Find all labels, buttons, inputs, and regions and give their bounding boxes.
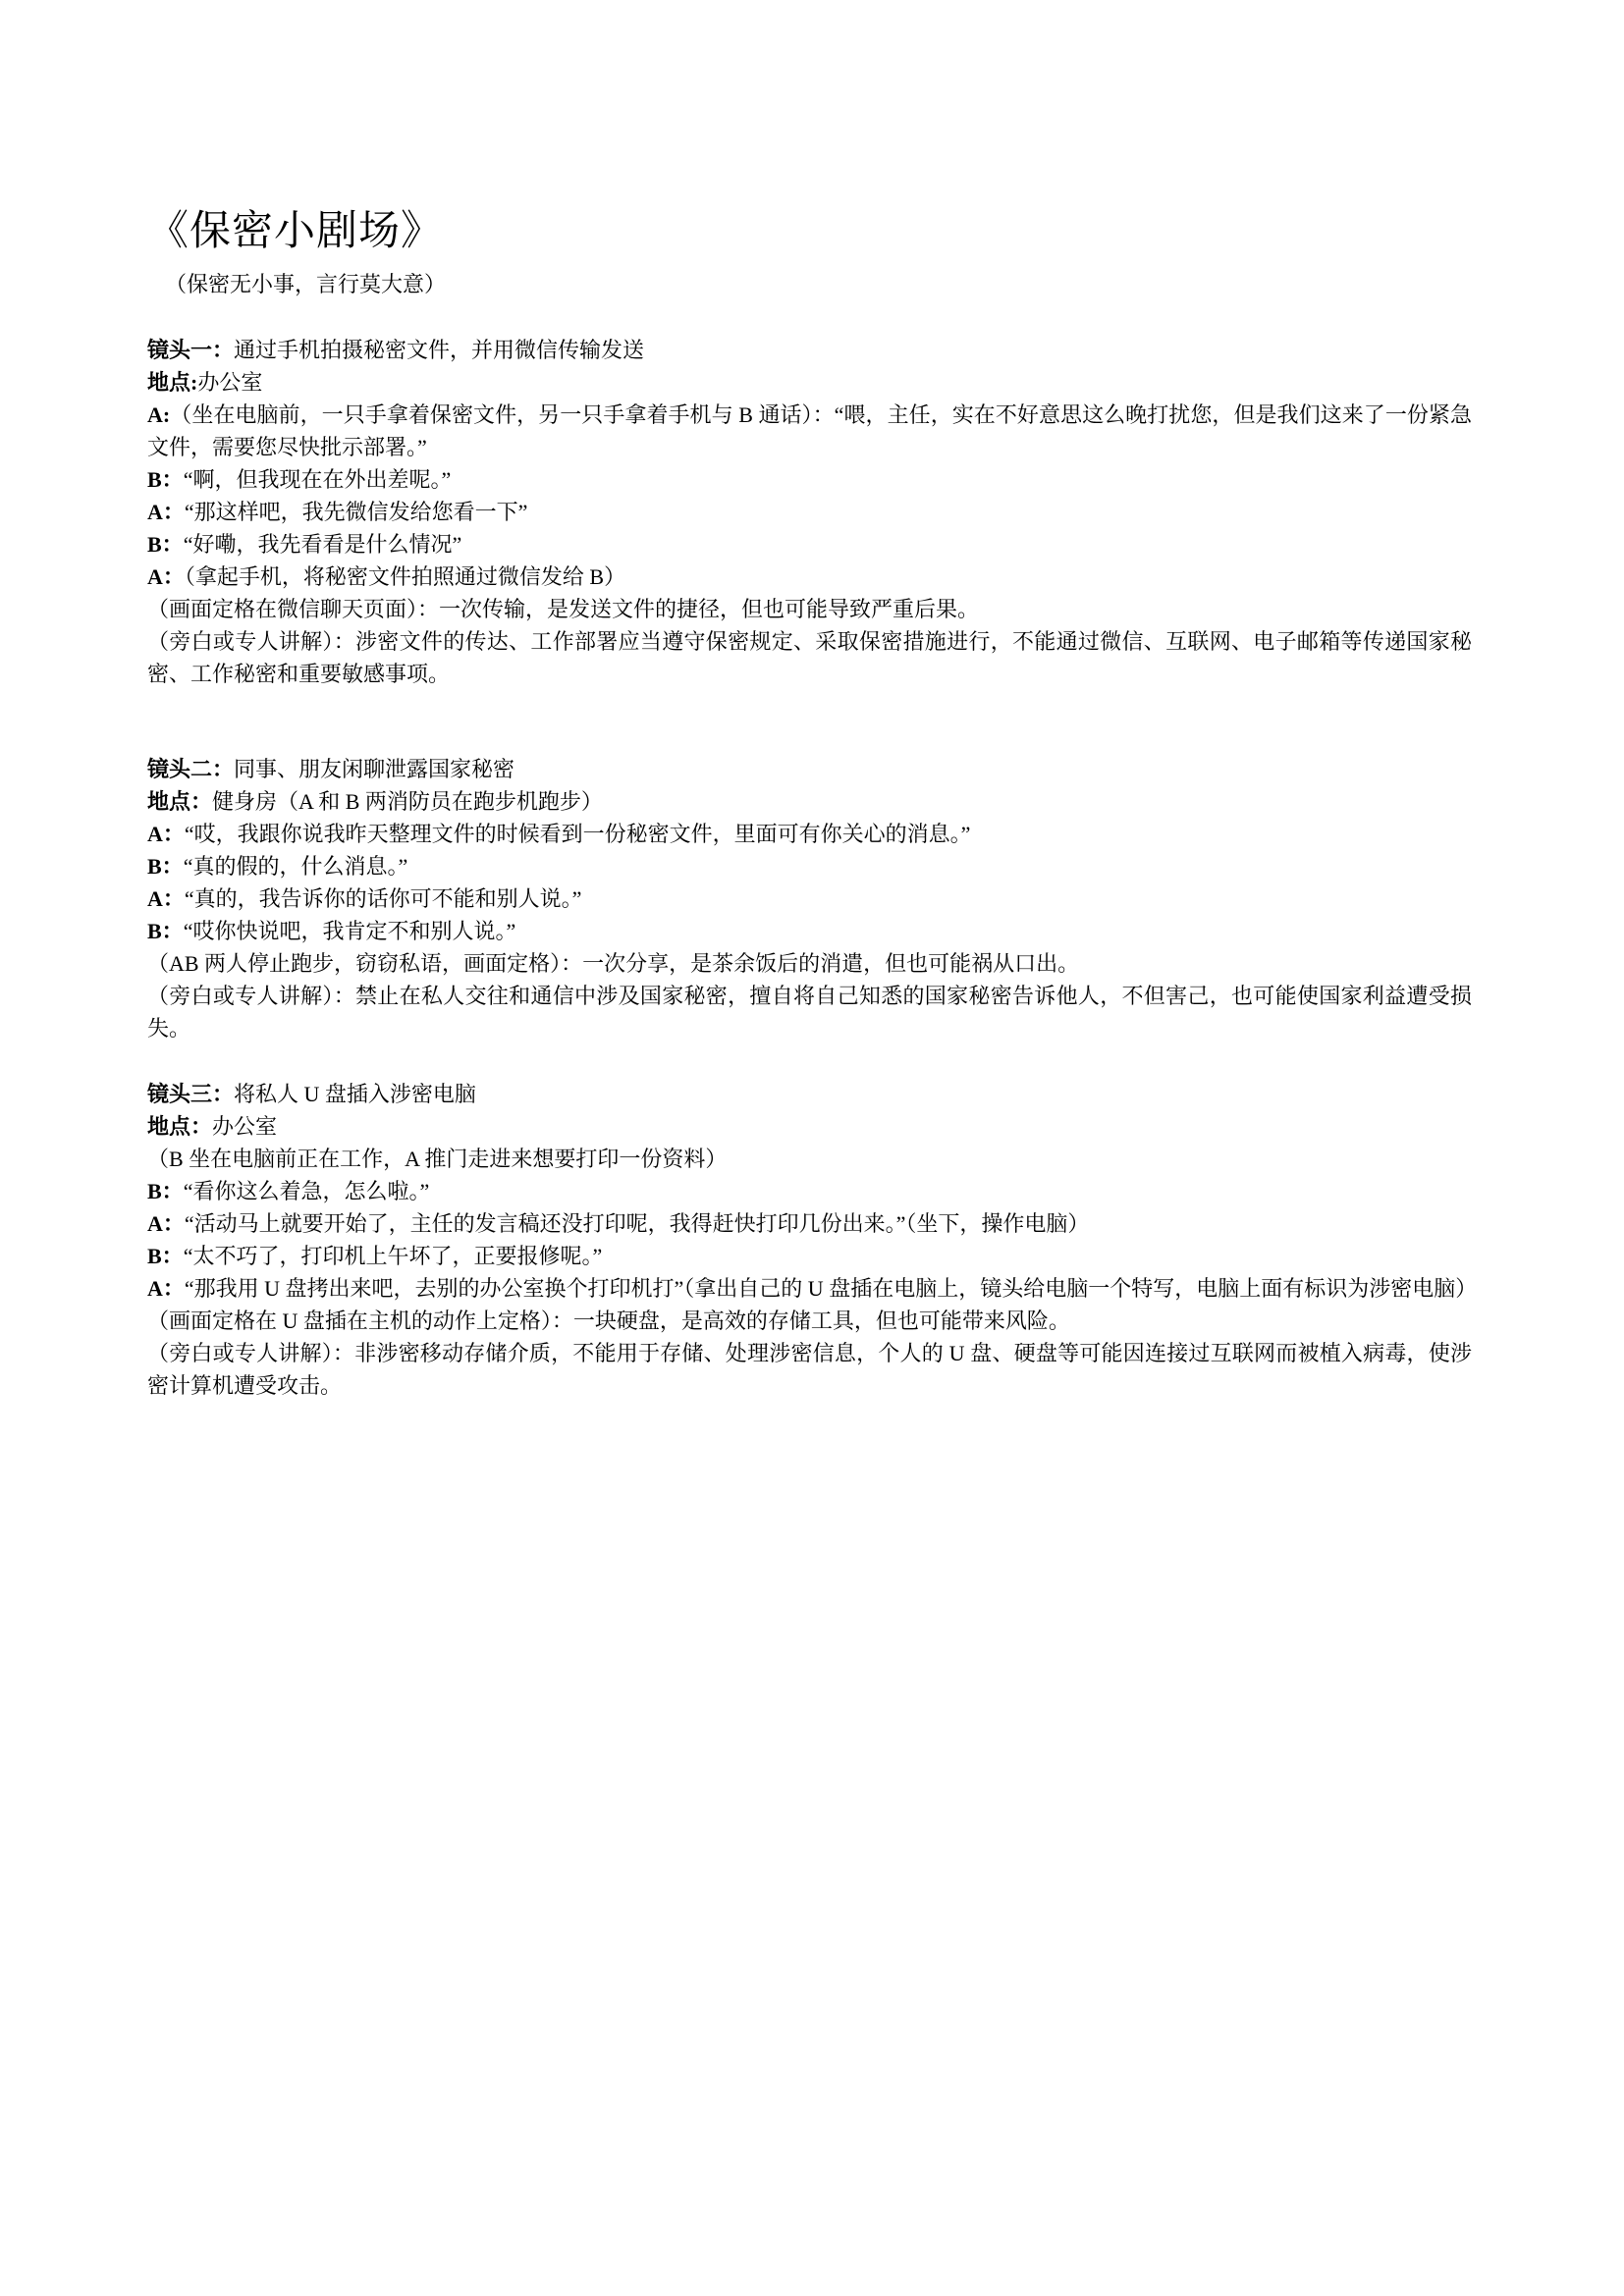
line-text: “好嘞，我先看看是什么情况”: [183, 532, 462, 557]
line-text: “那这样吧，我先微信发给您看一下”: [184, 500, 528, 524]
line-text: （拿起手机，将秘密文件拍照通过微信发给 B）: [184, 564, 626, 589]
line-text: （旁白或专人讲解）：涉密文件的传达、工作部署应当遵守保密规定、采取保密措施进行，不能通过微信、互联网、电子邮箱等传递国家秘密、工作秘密和重要敏感事项。: [147, 629, 1472, 686]
line-text: 通过手机拍摄秘密文件，并用微信传输发送: [234, 338, 645, 362]
script-line: [147, 818, 1472, 850]
script-line: [147, 1110, 1472, 1143]
scene-heading: [147, 334, 1472, 366]
script-line: [147, 1305, 1472, 1337]
speaker-label: 地点：: [147, 1114, 213, 1139]
script-line: [147, 528, 1472, 561]
line-text: （画面定格在 U 盘插在主机的动作上定格）：一块硬盘，是高效的存储工具，但也可能带来风险。: [147, 1308, 1070, 1333]
line-text: （旁白或专人讲解）：非涉密移动存储介质，不能用于存储、处理涉密信息，个人的 U 盘、硬盘等可能因连接过互联网而被植入病毒，使涉密计算机遭受攻击。: [147, 1341, 1472, 1398]
line-text: 办公室: [212, 1114, 278, 1139]
line-text: 同事、朋友闲聊泄露国家秘密: [234, 757, 515, 781]
line-text: 将私人 U 盘插入涉密电脑: [234, 1082, 476, 1106]
line-text: （画面定格在微信聊天页面）：一次传输，是发送文件的捷径，但也可能导致严重后果。: [147, 597, 980, 621]
scene-heading: [147, 753, 1472, 785]
speaker-label: B：: [147, 532, 184, 557]
script-line: [147, 1143, 1472, 1175]
speaker-label: 镜头三：: [147, 1082, 235, 1106]
line-text: （旁白或专人讲解）：禁止在私人交往和通信中涉及国家秘密，擅自将自己知悉的国家秘密告诉他人，不但害己，也可能使国家利益遭受损失。: [147, 984, 1472, 1041]
line-text: “啊，但我现在在外出差呢。”: [183, 467, 452, 492]
line-text: “真的假的，什么消息。”: [183, 854, 408, 879]
scene-heading: [147, 1078, 1472, 1110]
speaker-label: B：: [147, 1179, 184, 1203]
speaker-label: B：: [147, 1244, 184, 1268]
script-line: [147, 399, 1472, 463]
scene-1: [147, 334, 1472, 690]
speaker-label: A：: [147, 822, 185, 846]
script-line: [147, 882, 1472, 915]
line-text: （B 坐在电脑前正在工作，A 推门走进来想要打印一份资料）: [147, 1147, 728, 1171]
scene-3: [147, 1078, 1478, 1402]
speaker-label: 地点:: [147, 370, 198, 395]
speaker-label: A：: [147, 886, 185, 911]
speaker-label: B：: [147, 467, 184, 492]
script-line: [147, 915, 1472, 947]
speaker-label: A：: [147, 500, 185, 524]
script-line: [147, 850, 1472, 882]
scenes-container: [147, 334, 1478, 1402]
speaker-label: B：: [147, 854, 184, 879]
script-line: [147, 366, 1472, 399]
speaker-label: A：: [147, 1211, 185, 1236]
speaker-label: 镜头二：: [147, 757, 235, 781]
line-text: 办公室: [197, 370, 263, 395]
script-line: [147, 1175, 1472, 1207]
speaker-label: 镜头一：: [147, 338, 235, 362]
speaker-label: A：: [147, 1276, 185, 1301]
script-line: [147, 1272, 1478, 1305]
script-line: [147, 1240, 1472, 1272]
document-subtitle: （保密无小事，言行莫大意）: [165, 272, 447, 296]
speaker-label: A：: [147, 564, 185, 589]
line-text: “真的，我告诉你的话你可不能和别人说。”: [184, 886, 582, 911]
line-text: “看你这么着急，怎么啦。”: [183, 1179, 430, 1203]
line-text: “活动马上就要开始了，主任的发言稿还没打印呢，我得赶快打印几份出来。”（坐下，操作电脑）: [184, 1211, 1090, 1236]
scene-2: [147, 753, 1472, 1044]
script-line: [147, 463, 1472, 496]
line-text: “那我用 U 盘拷出来吧，去别的办公室换个打印机打”（拿出自己的 U 盘插在电脑上，镜头给电脑一个特写，电脑上面有标识为涉密电脑）: [184, 1276, 1478, 1301]
script-line: [147, 785, 1472, 818]
line-text: 健身房（A 和 B 两消防员在跑步机跑步）: [212, 789, 603, 814]
line-text: “哎，我跟你说我昨天整理文件的时候看到一份秘密文件，里面可有你关心的消息。”: [184, 822, 971, 846]
speaker-label: B：: [147, 919, 184, 943]
line-text: “哎你快说吧，我肯定不和别人说。”: [183, 919, 516, 943]
script-line: [147, 947, 1472, 980]
line-text: “太不巧了，打印机上午坏了，正要报修呢。”: [183, 1244, 603, 1268]
line-text: （AB 两人停止跑步，窃窃私语，画面定格）：一次分享，是茶余饭后的消遣，但也可能祸从口出。: [147, 951, 1080, 976]
speaker-label: A:: [147, 402, 171, 427]
speaker-label: 地点：: [147, 789, 213, 814]
line-text: （坐在电脑前，一只手拿着保密文件，另一只手拿着手机与 B 通话）：“喂，主任，实在不好意思这么晚打扰您，但是我们这来了一份紧急文件，需要您尽快批示部署。”: [147, 402, 1472, 459]
script-line: [147, 980, 1472, 1044]
script-line: [147, 561, 1472, 593]
script-line: [147, 1337, 1472, 1402]
script-line: [147, 625, 1472, 690]
script-line: [147, 496, 1472, 528]
script-line: [147, 1207, 1472, 1240]
document-title: 《保密小剧场》: [147, 209, 444, 254]
script-line: [147, 593, 1472, 625]
